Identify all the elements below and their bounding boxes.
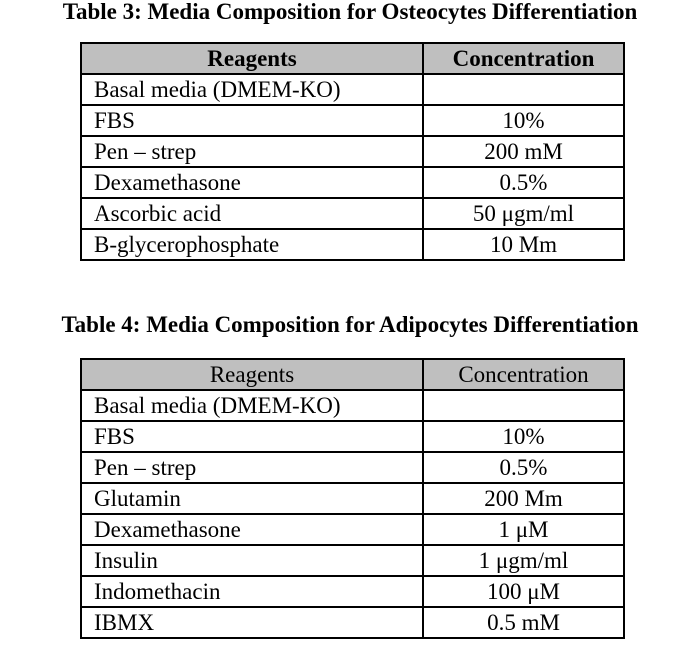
concentration-cell: 100 μM bbox=[423, 576, 624, 607]
table-row bbox=[81, 421, 624, 452]
table-row bbox=[81, 136, 624, 167]
table-row bbox=[81, 514, 624, 545]
concentration-cell: 0.5% bbox=[423, 167, 624, 198]
table-row bbox=[81, 390, 624, 421]
reagent-cell: Glutamin bbox=[81, 483, 423, 514]
reagent-cell: Basal media (DMEM-KO) bbox=[81, 74, 423, 105]
concentration-cell: 200 Mm bbox=[423, 483, 624, 514]
table-row bbox=[81, 545, 624, 576]
concentration-header: Concentration bbox=[423, 43, 624, 74]
table-row bbox=[81, 167, 624, 198]
concentration-cell: 200 mM bbox=[423, 136, 624, 167]
concentration-cell: 0.5 mM bbox=[423, 607, 624, 638]
table-header-row bbox=[81, 43, 624, 74]
concentration-cell: 10% bbox=[423, 421, 624, 452]
reagent-cell: Insulin bbox=[81, 545, 423, 576]
concentration-cell: 10% bbox=[423, 105, 624, 136]
concentration-cell bbox=[423, 390, 624, 421]
reagent-cell: Basal media (DMEM-KO) bbox=[81, 390, 423, 421]
reagent-cell: Pen – strep bbox=[81, 136, 423, 167]
reagent-cell: Dexamethasone bbox=[81, 514, 423, 545]
reagent-cell: Indomethacin bbox=[81, 576, 423, 607]
concentration-cell bbox=[423, 74, 624, 105]
concentration-cell: 10 Mm bbox=[423, 229, 624, 260]
reagent-cell: Pen – strep bbox=[81, 452, 423, 483]
adipocytes-media-table bbox=[80, 358, 625, 639]
table-header-row bbox=[81, 359, 624, 390]
table-3-caption: Table 3: Media Composition for Osteocytes Differentiation bbox=[62, 0, 638, 24]
table-row bbox=[81, 452, 624, 483]
table-row bbox=[81, 229, 624, 260]
table-4-caption: Table 4: Media Composition for Adipocytes Differentiation bbox=[61, 312, 639, 337]
osteocytes-media-table bbox=[80, 42, 625, 261]
concentration-cell: 50 μgm/ml bbox=[423, 198, 624, 229]
reagent-cell: Ascorbic acid bbox=[81, 198, 423, 229]
concentration-cell: 0.5% bbox=[423, 452, 624, 483]
reagent-cell: B-glycerophosphate bbox=[81, 229, 423, 260]
reagent-cell: IBMX bbox=[81, 607, 423, 638]
concentration-cell: 1 μgm/ml bbox=[423, 545, 624, 576]
reagent-cell: FBS bbox=[81, 421, 423, 452]
reagent-cell: Dexamethasone bbox=[81, 167, 423, 198]
concentration-cell: 1 μM bbox=[423, 514, 624, 545]
table-row bbox=[81, 105, 624, 136]
concentration-header: Concentration bbox=[423, 359, 624, 390]
table-row bbox=[81, 74, 624, 105]
reagents-header: Reagents bbox=[81, 359, 423, 390]
table-row bbox=[81, 607, 624, 638]
reagents-header: Reagents bbox=[81, 43, 423, 74]
table-row bbox=[81, 483, 624, 514]
table-row bbox=[81, 198, 624, 229]
table-row bbox=[81, 576, 624, 607]
reagent-cell: FBS bbox=[81, 105, 423, 136]
